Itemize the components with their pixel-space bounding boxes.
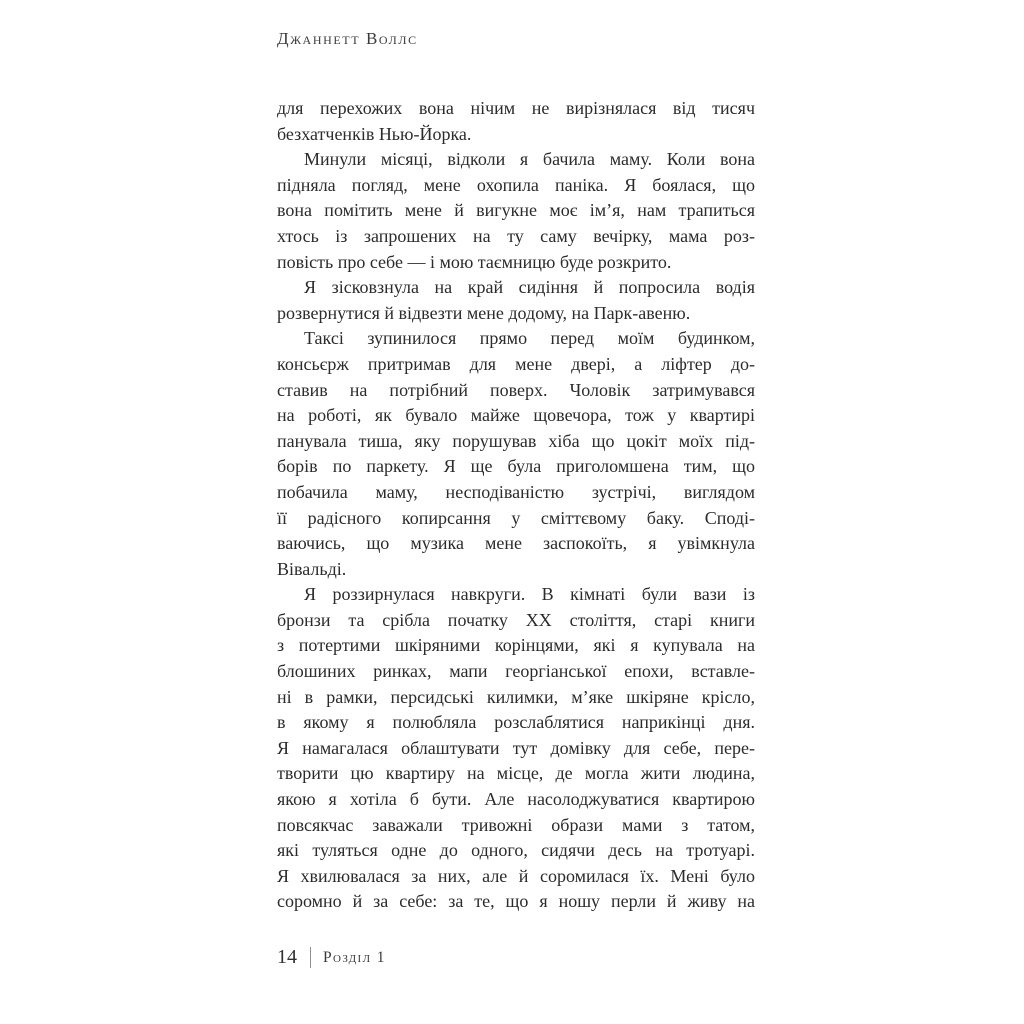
text-line: соромно й за себе: за те, що я ношу перли й живу на bbox=[277, 891, 755, 912]
text-line: ні в рамки, персидські килимки, м’яке шкіряне крісло, bbox=[277, 686, 755, 707]
text-line: творити цю квартиру на місце, де могла жити людина, bbox=[277, 763, 755, 784]
text-line: з потертими шкіряними корінцями, які я купувала на bbox=[277, 635, 755, 656]
running-header: Джаннетт Воллс bbox=[277, 29, 418, 48]
chapter-label: Розділ 1 bbox=[323, 948, 386, 966]
text-line: побачила маму, несподіваністю зустрічі, виглядом bbox=[277, 481, 755, 502]
text-line: панувала тиша, яку порушував хіба що цокіт моїх під- bbox=[277, 430, 755, 451]
page-number: 14 bbox=[277, 946, 297, 968]
text-line: якою я хотіла б бути. Але насолоджуватися квартирою bbox=[277, 789, 755, 810]
text-line: борів по паркету. Я ще була приголомшена тим, що bbox=[277, 456, 755, 477]
text-line: консьєрж притримав для мене двері, а ліфтер до- bbox=[277, 353, 755, 374]
text-line: які туляться одне до одного, сидячи десь на тротуарі. bbox=[277, 840, 755, 861]
text-line: вона помітить мене й вигукне моє ім’я, нам трапиться bbox=[277, 200, 755, 221]
text-line: Минули місяці, відколи я бачила маму. Коли вона bbox=[304, 149, 755, 170]
page-footer bbox=[277, 946, 386, 969]
text-line: повість про себе — і мою таємницю буде розкрито. bbox=[277, 251, 672, 272]
text-line: розвернутися й відвезти мене додому, на Парк-авеню. bbox=[277, 302, 691, 323]
text-line: її радісного копирсання у сміттєвому баку. Споді- bbox=[277, 507, 755, 528]
text-line: Я намагалася облаштувати тут домівку для себе, пере- bbox=[277, 737, 755, 758]
text-line: Я хвилювалася за них, але й соромилася їх. Мені було bbox=[277, 865, 755, 886]
text-line: безхатченків Нью-Йорка. bbox=[277, 123, 472, 144]
text-line: Я роззирнулася навкруги. В кімнаті були вази із bbox=[304, 584, 755, 605]
text-line: хтось із запрошених на ту саму вечірку, мама роз- bbox=[277, 225, 755, 246]
text-line: Таксі зупинилося прямо перед моїм будинком, bbox=[304, 328, 755, 349]
footer-separator bbox=[310, 947, 311, 968]
text-line: Я зісковзнула на край сидіння й попросила водія bbox=[304, 277, 755, 298]
text-line: блошиних ринках, мапи георгіанської епохи, вставле- bbox=[277, 661, 755, 682]
text-line: підняла погляд, мене охопила паніка. Я боялася, що bbox=[277, 174, 755, 195]
text-line: ставив на потрібний поверх. Чоловік затримувався bbox=[277, 379, 755, 400]
body-text bbox=[277, 96, 755, 915]
text-line: для перехожих вона нічим не вирізнялася від тисяч bbox=[277, 98, 755, 118]
text-line: ваючись, що музика мене заспокоїть, я увімкнула bbox=[277, 533, 755, 554]
text-line: в якому я полюбляла розслаблятися наприкінці дня. bbox=[277, 712, 755, 733]
text-line: Вівальді. bbox=[277, 558, 347, 579]
text-line: на роботі, як бувало майже щовечора, тож у квартирі bbox=[277, 405, 755, 426]
text-line: повсякчас заважали тривожні образи мами з татом, bbox=[277, 814, 755, 835]
text-line: бронзи та срібла початку XX століття, старі книги bbox=[277, 609, 755, 630]
